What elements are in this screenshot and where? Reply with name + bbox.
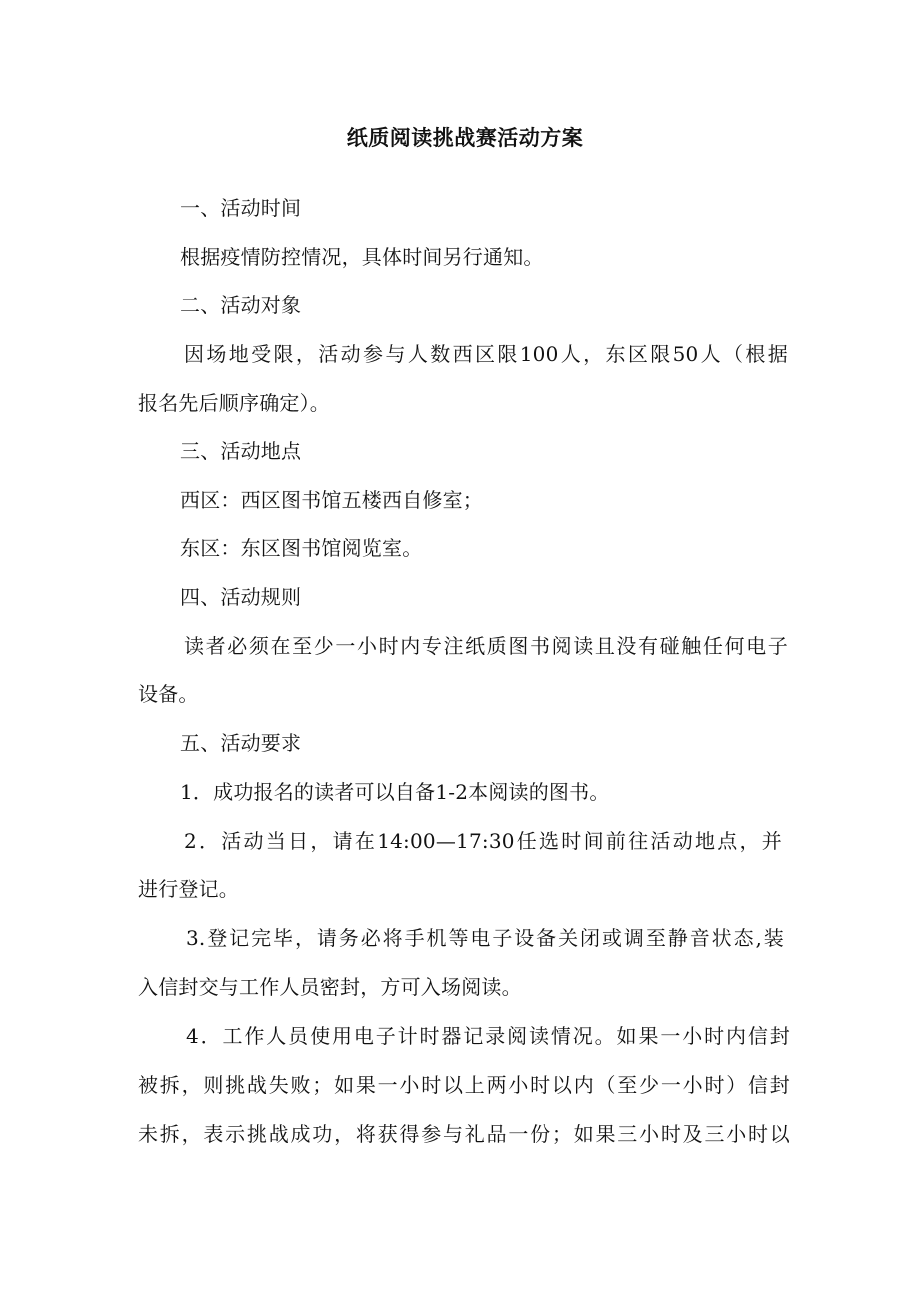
requirement-1: 1．成功报名的读者可以自备1-2本阅读的图书。	[180, 780, 610, 804]
requirements-heading: 五、活动要求	[180, 731, 302, 755]
requirement-2-line-2: 进行登记。	[138, 877, 239, 901]
rules-paragraph-line-1: 读者必须在至少一小时内专注纸质图书阅读且没有碰触任何电子	[184, 634, 788, 658]
document-title: 纸质阅读挑战赛活动方案	[346, 126, 584, 150]
rules-paragraph-line-2: 设备。	[138, 682, 199, 706]
time-heading: 一、活动时间	[180, 196, 302, 220]
requirement-3-line-2: 入信封交与工作人员密封，方可入场阅读。	[138, 975, 522, 999]
location-east: 东区：东区图书馆阅览室。	[180, 536, 423, 560]
requirement-4-line-3: 未拆，表示挑战成功，将获得参与礼品一份；如果三小时及三小时以	[138, 1122, 790, 1146]
target-heading: 二、活动对象	[180, 293, 302, 317]
location-west: 西区：西区图书馆五楼西自修室；	[180, 488, 483, 512]
requirement-2-line-1: 2．活动当日，请在14:00—17:30任选时间前往活动地点，并	[184, 829, 782, 853]
rules-heading: 四、活动规则	[180, 585, 302, 609]
location-heading: 三、活动地点	[180, 439, 302, 463]
target-paragraph-line-2: 报名先后顺序确定）。	[138, 391, 330, 415]
requirement-3-line-1: 3.登记完毕，请务必将手机等电子设备关闭或调至静音状态,装	[186, 926, 784, 950]
time-text: 根据疫情防控情况，具体时间另行通知。	[180, 245, 544, 269]
requirement-4-line-2: 被拆，则挑战失败；如果一小时以上两小时以内（至少一小时）信封	[138, 1073, 790, 1097]
requirement-4-line-1: 4．工作人员使用电子计时器记录阅读情况。如果一小时内信封	[186, 1024, 790, 1048]
target-paragraph-line-1: 因场地受限，活动参与人数西区限100人，东区限50人（根据	[184, 342, 788, 366]
